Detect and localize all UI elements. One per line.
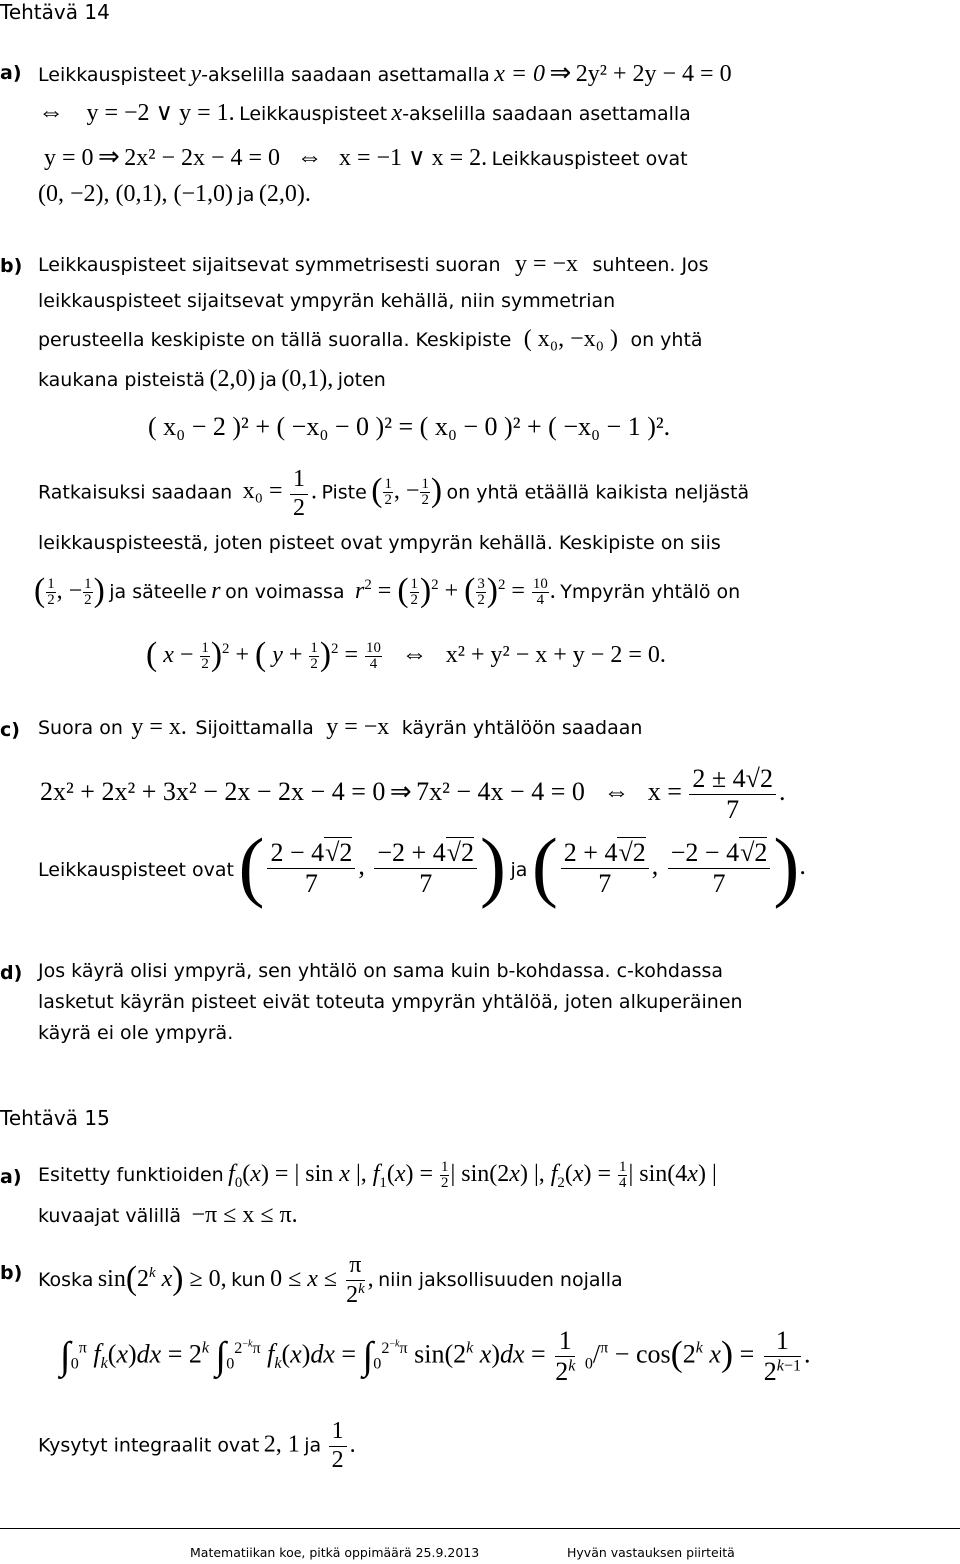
part-b-line-4: kaukana pisteistä (2,0) ja (0,1), joten	[38, 366, 386, 392]
part-d-line-1: Jos käyrä olisi ympyrä, sen yhtälö on sama kuin b-kohdassa. c-kohdassa	[38, 960, 724, 982]
part-b-line-8: ( $\frac{1}{2}$ , − $\frac{1}{2}$ ) ja säteelle r on voimassa $r^2$ = ( $\frac{1}{2}$ )$^2$ + ( $\frac{3}{2}$ )$^2$ = $\frac{10}{4}$ . Ympyrän yhtälö on	[34, 572, 741, 609]
part-b-line-1: Leikkauspisteet sijaitsevat symmetrisesti suoran y = −x suhteen. Jos	[38, 251, 709, 277]
implies-arrow: ⇒	[549, 58, 572, 87]
implies-arrow: ⇒	[389, 776, 412, 806]
part-c-line-1: Suora on y = x. Sijoittamalla y = −x käyrän yhtälöön saadaan	[38, 714, 643, 740]
equivalence-arrow: ⇔	[38, 97, 64, 126]
part-15b-line-1: Koska sin(2$^k$ x) ≥ 0, kun 0 ≤ x ≤ $\frac{\pi}{2^k}$ , niin jaksollisuuden nojalla	[38, 1252, 623, 1308]
equivalence-arrow: ⇔	[296, 142, 323, 171]
part-a-line-1: Leikkauspisteet y-akselilla saadaan asettamalla x = 0 ⇒ 2y² + 2y − 4 = 0	[38, 58, 732, 87]
part-a-line-4: (0, −2), (0,1), (−1,0) ja (2,0).	[38, 181, 311, 207]
footer-divider	[0, 1528, 960, 1529]
part-b-label: b)	[0, 255, 23, 277]
part-15a-line-1: Esitetty funktioiden $f_0(x)$ = | sin x |, $f_1(x)$ = $\frac{1}{2}$ | sin(2x) |, $f_2(x)$ = $\frac{1}{4}$ | sin(4x) |	[38, 1159, 717, 1191]
distance-equation: ( x₀ − 2 )² + ( −x₀ − 0 )² = ( x₀ − 0 )² + ( −x₀ − 1 )².	[148, 412, 671, 441]
footer-right: Hyvän vastauksen piirteitä	[567, 1545, 735, 1560]
part-b-line-6: Ratkaisuksi saadaan x₀ = $\frac{1}{2}$ . Piste ( $\frac{1}{2}$ , − $\frac{1}{2}$ ) on yhtä etäällä kaikista neljästä	[38, 466, 750, 521]
task-14-title: Tehtävä 14	[0, 0, 110, 24]
part-d-label: d)	[0, 962, 23, 984]
task-15-title: Tehtävä 15	[0, 1106, 110, 1130]
part-a-line-2: ⇔ y = −2 ∨ y = 1. Leikkauspisteet x-akselilla saadaan asettamalla	[38, 97, 691, 126]
part-b-line-2: leikkauspisteet sijaitsevat ympyrän kehällä, niin symmetrian	[38, 290, 616, 312]
equivalence-arrow: ⇔	[603, 776, 630, 806]
part-a-line-3: y = 0 ⇒ 2x² − 2x − 4 = 0 ⇔ x = −1 ∨ x = 2. Leikkauspisteet ovat	[44, 142, 688, 171]
equivalence-arrow: ⇔	[401, 639, 428, 668]
part-15b-label: b)	[0, 1262, 23, 1284]
part-b-line-3: perusteella keskipiste on tällä suoralla. Keskipiste ( x₀, −x₀ ) on yhtä	[38, 326, 703, 352]
footer-left: Matematiikan koe, pitkä oppimäärä 25.9.2013	[190, 1545, 480, 1560]
part-c-label: c)	[0, 719, 20, 741]
part-c-line-3: Leikkauspisteet ovat ( $\frac{2 - 4√2}{7}$ , $\frac{-2 + 4√2}{7}$ ) ja ( $\frac{2 + 4√2}{7}$ , $\frac{-2 - 4√2}{7}$ ).	[38, 822, 806, 910]
part-15a-label: a)	[0, 1166, 22, 1188]
circle-equation: ( x − $\frac{1}{2}$ )$^2$ + ( y + $\frac{1}{2}$ )$^2$ = $\frac{10}{4}$ ⇔ x² + y² − x + y − 2 = 0.	[146, 636, 666, 673]
part-b-line-7: leikkauspisteestä, joten pisteet ovat ympyrän kehällä. Keskipiste on siis	[38, 532, 721, 554]
substitution-equation: 2x² + 2x² + 3x² − 2x − 2x − 4 = 0 ⇒ 7x² − 4x − 4 = 0 ⇔ x = $\frac{2 \pm 4√2}{7}$ .	[40, 764, 786, 824]
part-15b-line-3: Kysytyt integraalit ovat 2, 1 ja $\frac{1}{2}$ .	[38, 1418, 356, 1473]
implies-arrow: ⇒	[98, 142, 120, 171]
part-15a-line-2: kuvaajat välillä −π ≤ x ≤ π.	[38, 1202, 298, 1228]
part-d-line-3: käyrä ei ole ympyrä.	[38, 1022, 234, 1044]
part-d-line-2: lasketut käyrän pisteet eivät toteuta ympyrän yhtälöä, joten alkuperäinen	[38, 991, 743, 1013]
part-a-label: a)	[0, 62, 22, 84]
integral-equation: $\int_0^\pi$ $f_k(x)dx = 2^k$ $\int_0^{2^{-k}\pi}$ $f_k(x)dx = \int_0^{2^{-k}\pi}$ sin(2$^k$ x)dx = $\frac{1}{2^k}$ $_0/^\pi - \cos(2^k$ x) = $\frac{1}{2^{k-1}}$ .	[60, 1326, 811, 1386]
